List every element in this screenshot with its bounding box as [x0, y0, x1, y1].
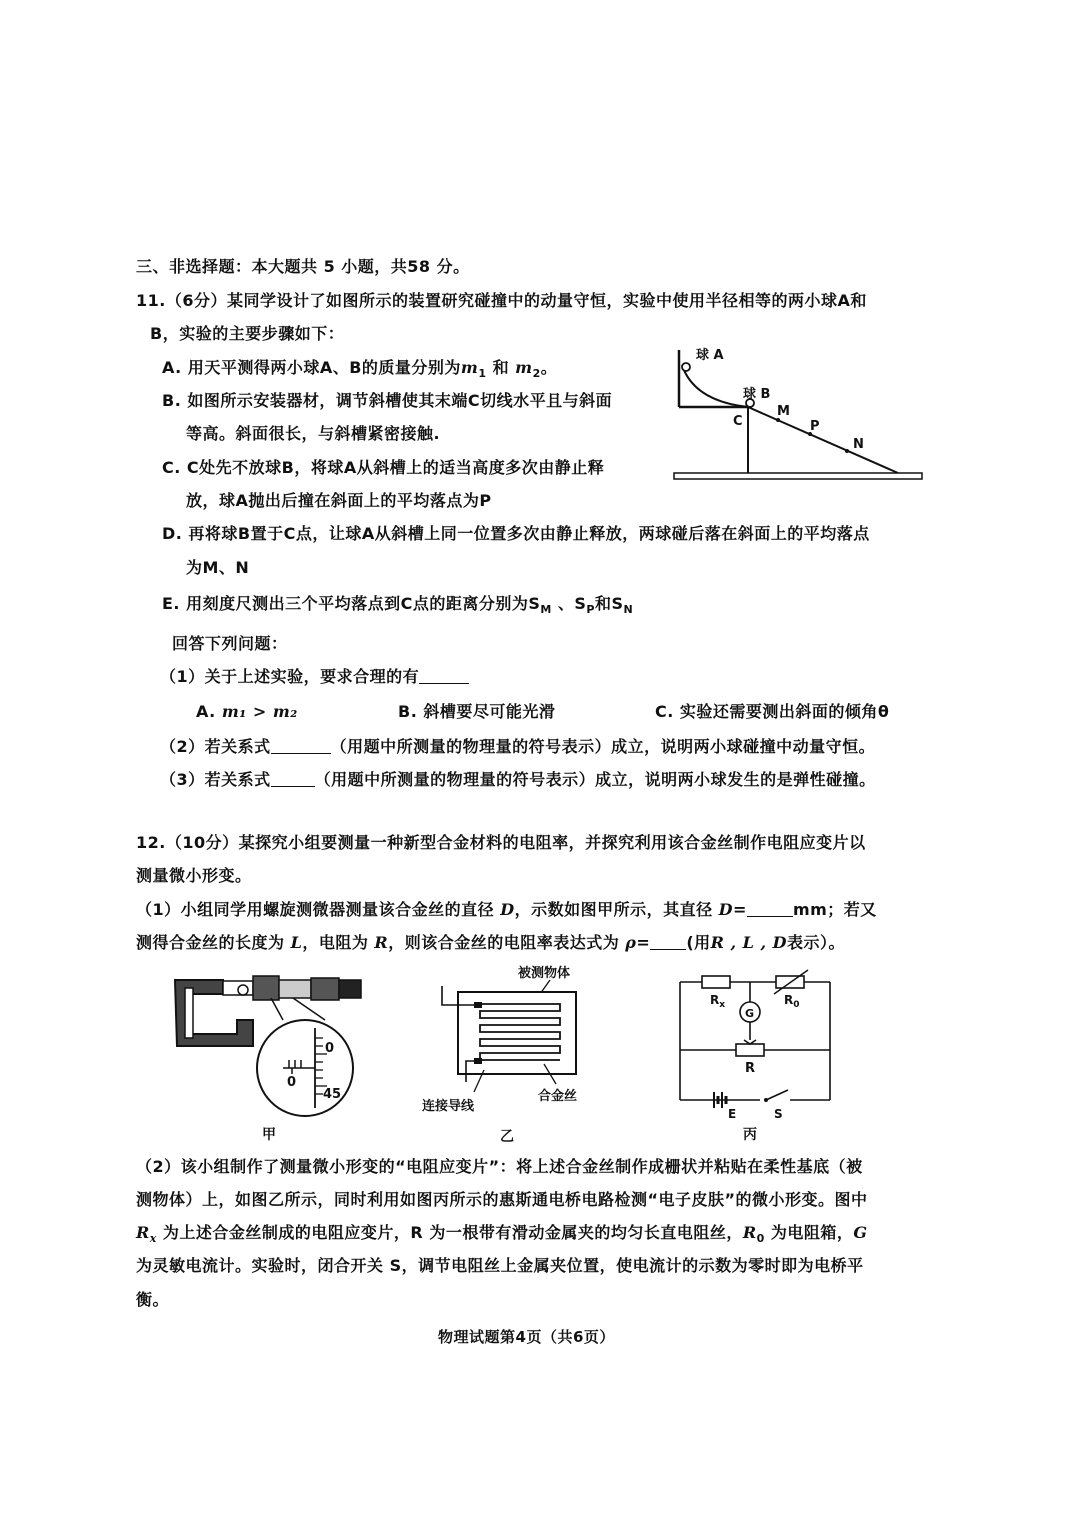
p2-3d: 为电阻箱，	[764, 1223, 854, 1242]
d-symbol: D	[500, 900, 515, 919]
q12-intro-line1: 12.（10分）某探究小组要测量一种新型合金材料的电阻率，并探究利用该合金丝制作电阻应变片以	[136, 833, 866, 852]
q11-step-c-line1: C. C处先不放球B，将球A从斜槽上的适当高度多次由静止释	[162, 458, 605, 477]
label-s: S	[774, 1107, 783, 1121]
g-symbol: G	[853, 1223, 868, 1242]
thimble	[311, 978, 339, 1000]
p1-2f: 表示）。	[787, 933, 846, 952]
strain-gauge-figure	[420, 960, 620, 1120]
q11-step-d-line2: 为M、N	[186, 558, 250, 577]
label-rx: $R_x$	[710, 993, 726, 1010]
q11-answer-prompt: 回答下列问题：	[172, 634, 288, 653]
point-n	[845, 449, 849, 453]
zoom-line-2	[293, 998, 325, 1020]
label-m: M	[777, 404, 790, 419]
q11-option-c: C. 实验还需要测出斜面的倾角θ	[655, 702, 890, 721]
ground	[674, 473, 922, 479]
m2-symbol: m	[515, 358, 533, 377]
q11-option-a	[196, 701, 298, 723]
r0-subscript: 0	[756, 1232, 765, 1245]
sub1-text: （1）关于上述实验，要求合理的有	[160, 667, 420, 686]
q11-sub1	[160, 666, 469, 688]
label-c: C	[733, 414, 743, 429]
label-wire: 连接导线	[422, 1099, 475, 1114]
micrometer-figure	[165, 968, 375, 1118]
p1-text-b: ，示数如图甲所示，其直径	[514, 900, 719, 919]
caption-yi: 乙	[500, 1129, 514, 1145]
q11-option-b: B. 斜槽要尽可能光滑	[398, 702, 556, 721]
q11-step-a	[162, 357, 557, 385]
q11-step-b-line1: B. 如图所示安装器材，调节斜槽使其末端C切线水平且与斜面	[162, 391, 613, 410]
label-n: N	[853, 437, 864, 452]
sleeve-label-0: 0	[287, 1075, 297, 1090]
caption-bing: 丙	[743, 1127, 757, 1143]
sn-subscript: N	[623, 603, 634, 616]
sub2-pre: （2）若关系式	[160, 737, 271, 756]
page-footer: 物理试题第4页（共6页）	[438, 1328, 615, 1346]
scale-label-0: 0	[325, 1041, 335, 1056]
q12-intro-line2: 测量微小形变。	[136, 866, 252, 885]
rx-subscript: x	[149, 1232, 157, 1245]
sub2-post: （用题中所测量的物理量的符号表示）成立，说明两小球碰撞中动量守恒。	[330, 737, 876, 756]
label-r0: $R_0$	[784, 993, 800, 1010]
d-symbol-2: D	[718, 900, 734, 919]
ratchet	[339, 980, 361, 998]
p1-2d: =	[636, 933, 651, 952]
q11-sub2	[160, 736, 875, 758]
lock-nut	[253, 976, 279, 1000]
q11-intro-line2: B，实验的主要步骤如下：	[150, 324, 345, 343]
label-p: P	[810, 419, 820, 434]
label-r: R	[745, 1061, 756, 1076]
scale-label-45: 45	[323, 1087, 342, 1102]
opt-a-formula: m₁ > m₂	[221, 702, 298, 721]
q11-sub3	[160, 769, 876, 791]
r0-symbol: R	[742, 1223, 757, 1242]
q11-step-d-line1: D. 再将球B置于C点，让球A从斜槽上同一位置多次由静止释放，两球碰后落在斜面上的平均落点	[162, 524, 870, 543]
opt-a-label: A.	[196, 702, 222, 721]
p1-2a: 测得合金丝的长度为	[136, 933, 291, 952]
p1-2b: ，电阻为	[302, 933, 375, 952]
label-ball-a: 球 A	[696, 348, 724, 363]
caption-jia: 甲	[262, 1127, 276, 1143]
sep-text: 、S	[551, 594, 587, 613]
section-title: 三、非选择题：本大题共 5 小题，共58 分。	[136, 257, 470, 276]
sub3-pre: （3）若关系式	[160, 770, 271, 789]
bridge-circuit-figure	[670, 968, 840, 1121]
zoom-line-1	[271, 998, 283, 1020]
sp-subscript: P	[586, 603, 595, 616]
q12-part2-line2: 测物体）上，如图乙所示，同时利用如图丙所示的惠斯通电桥电路检测“电子皮肤”的微小形变。图中	[136, 1190, 868, 1209]
q11-step-e	[162, 593, 633, 621]
resistor-r	[736, 1044, 764, 1056]
q11-intro-line1: 11.（6分）某同学设计了如图所示的装置研究碰撞中的动量守恒，实验中使用半径相等的两小球A和	[136, 291, 867, 310]
r-symbol: R	[374, 933, 389, 952]
label-ball-b: 球 B	[743, 387, 771, 402]
rho-symbol: ρ	[625, 933, 637, 952]
p1-eq: =	[733, 900, 747, 919]
ball-a	[682, 363, 690, 371]
q12-part1-line1	[136, 899, 877, 921]
m1-subscript: 1	[478, 367, 487, 380]
incline	[748, 407, 898, 473]
resistivity-blank[interactable]	[650, 933, 686, 950]
q12-part1-line2	[136, 932, 845, 954]
p2-3b: 为上述合金丝制成的电阻应变片，R 为一根带有滑动金属夹的均匀长直电阻丝，	[156, 1223, 743, 1242]
step-a-text: A. 用天平测得两小球A、B的质量分别为	[162, 358, 461, 377]
q12-part2-line5: 衡。	[136, 1290, 170, 1309]
and-text: 和	[486, 358, 516, 377]
p1-text-d: mm；若又	[792, 900, 877, 919]
answer-blank-1[interactable]	[419, 667, 469, 684]
sub3-post: （用题中所测量的物理量的符号表示）成立，说明两小球发生的是弹性碰撞。	[314, 770, 876, 789]
frame-inner	[185, 988, 193, 1038]
resistor-rx	[702, 976, 730, 988]
p1-2c: ，则该合金丝的电阻率表达式为	[388, 933, 626, 952]
answer-blank-2[interactable]	[271, 737, 331, 754]
step-a-end: 。	[540, 358, 558, 377]
q11-step-b-line2: 等高。斜面很长，与斜槽紧密接触.	[186, 424, 441, 443]
l-symbol: L	[290, 933, 303, 952]
q12-part2-line1: （2）该小组制作了测量微小形变的“电阻应变片”：将上述合金丝制作成栅状并粘贴在柔性基底（被	[136, 1157, 863, 1176]
label-g: G	[745, 1007, 755, 1020]
label-measured-object: 被测物体	[518, 966, 571, 981]
rld-symbols: R , L , D	[710, 933, 787, 952]
sleeve	[279, 980, 311, 998]
step-e-text: E. 用刻度尺测出三个平均落点到C点的距离分别为S	[162, 594, 541, 613]
p1-text-a: （1）小组同学用螺旋测微器测量该合金丝的直径	[136, 900, 501, 919]
diameter-blank[interactable]	[747, 900, 793, 917]
p1-2e: (用	[686, 933, 711, 952]
q11-step-c-line2: 放，球A抛出后撞在斜面上的平均落点为P	[186, 491, 492, 510]
rx-symbol: R	[136, 1223, 150, 1242]
he-text: 和S	[594, 594, 624, 613]
m1-symbol: m	[460, 358, 479, 377]
sm-subscript: M	[540, 603, 552, 616]
q11-collision-figure	[670, 345, 925, 490]
label-e: E	[728, 1107, 737, 1121]
answer-blank-3[interactable]	[271, 770, 315, 787]
ramp-curve	[682, 365, 748, 407]
lock-knob	[238, 985, 248, 995]
m2-subscript: 2	[532, 367, 541, 380]
q12-part2-line3	[136, 1222, 868, 1250]
q12-part2-line4: 为灵敏电流计。实验时，闭合开关 S，调节电阻丝上金属夹位置，使电流计的示数为零时即为电桥平	[136, 1256, 864, 1275]
label-alloy: 合金丝	[538, 1089, 578, 1104]
